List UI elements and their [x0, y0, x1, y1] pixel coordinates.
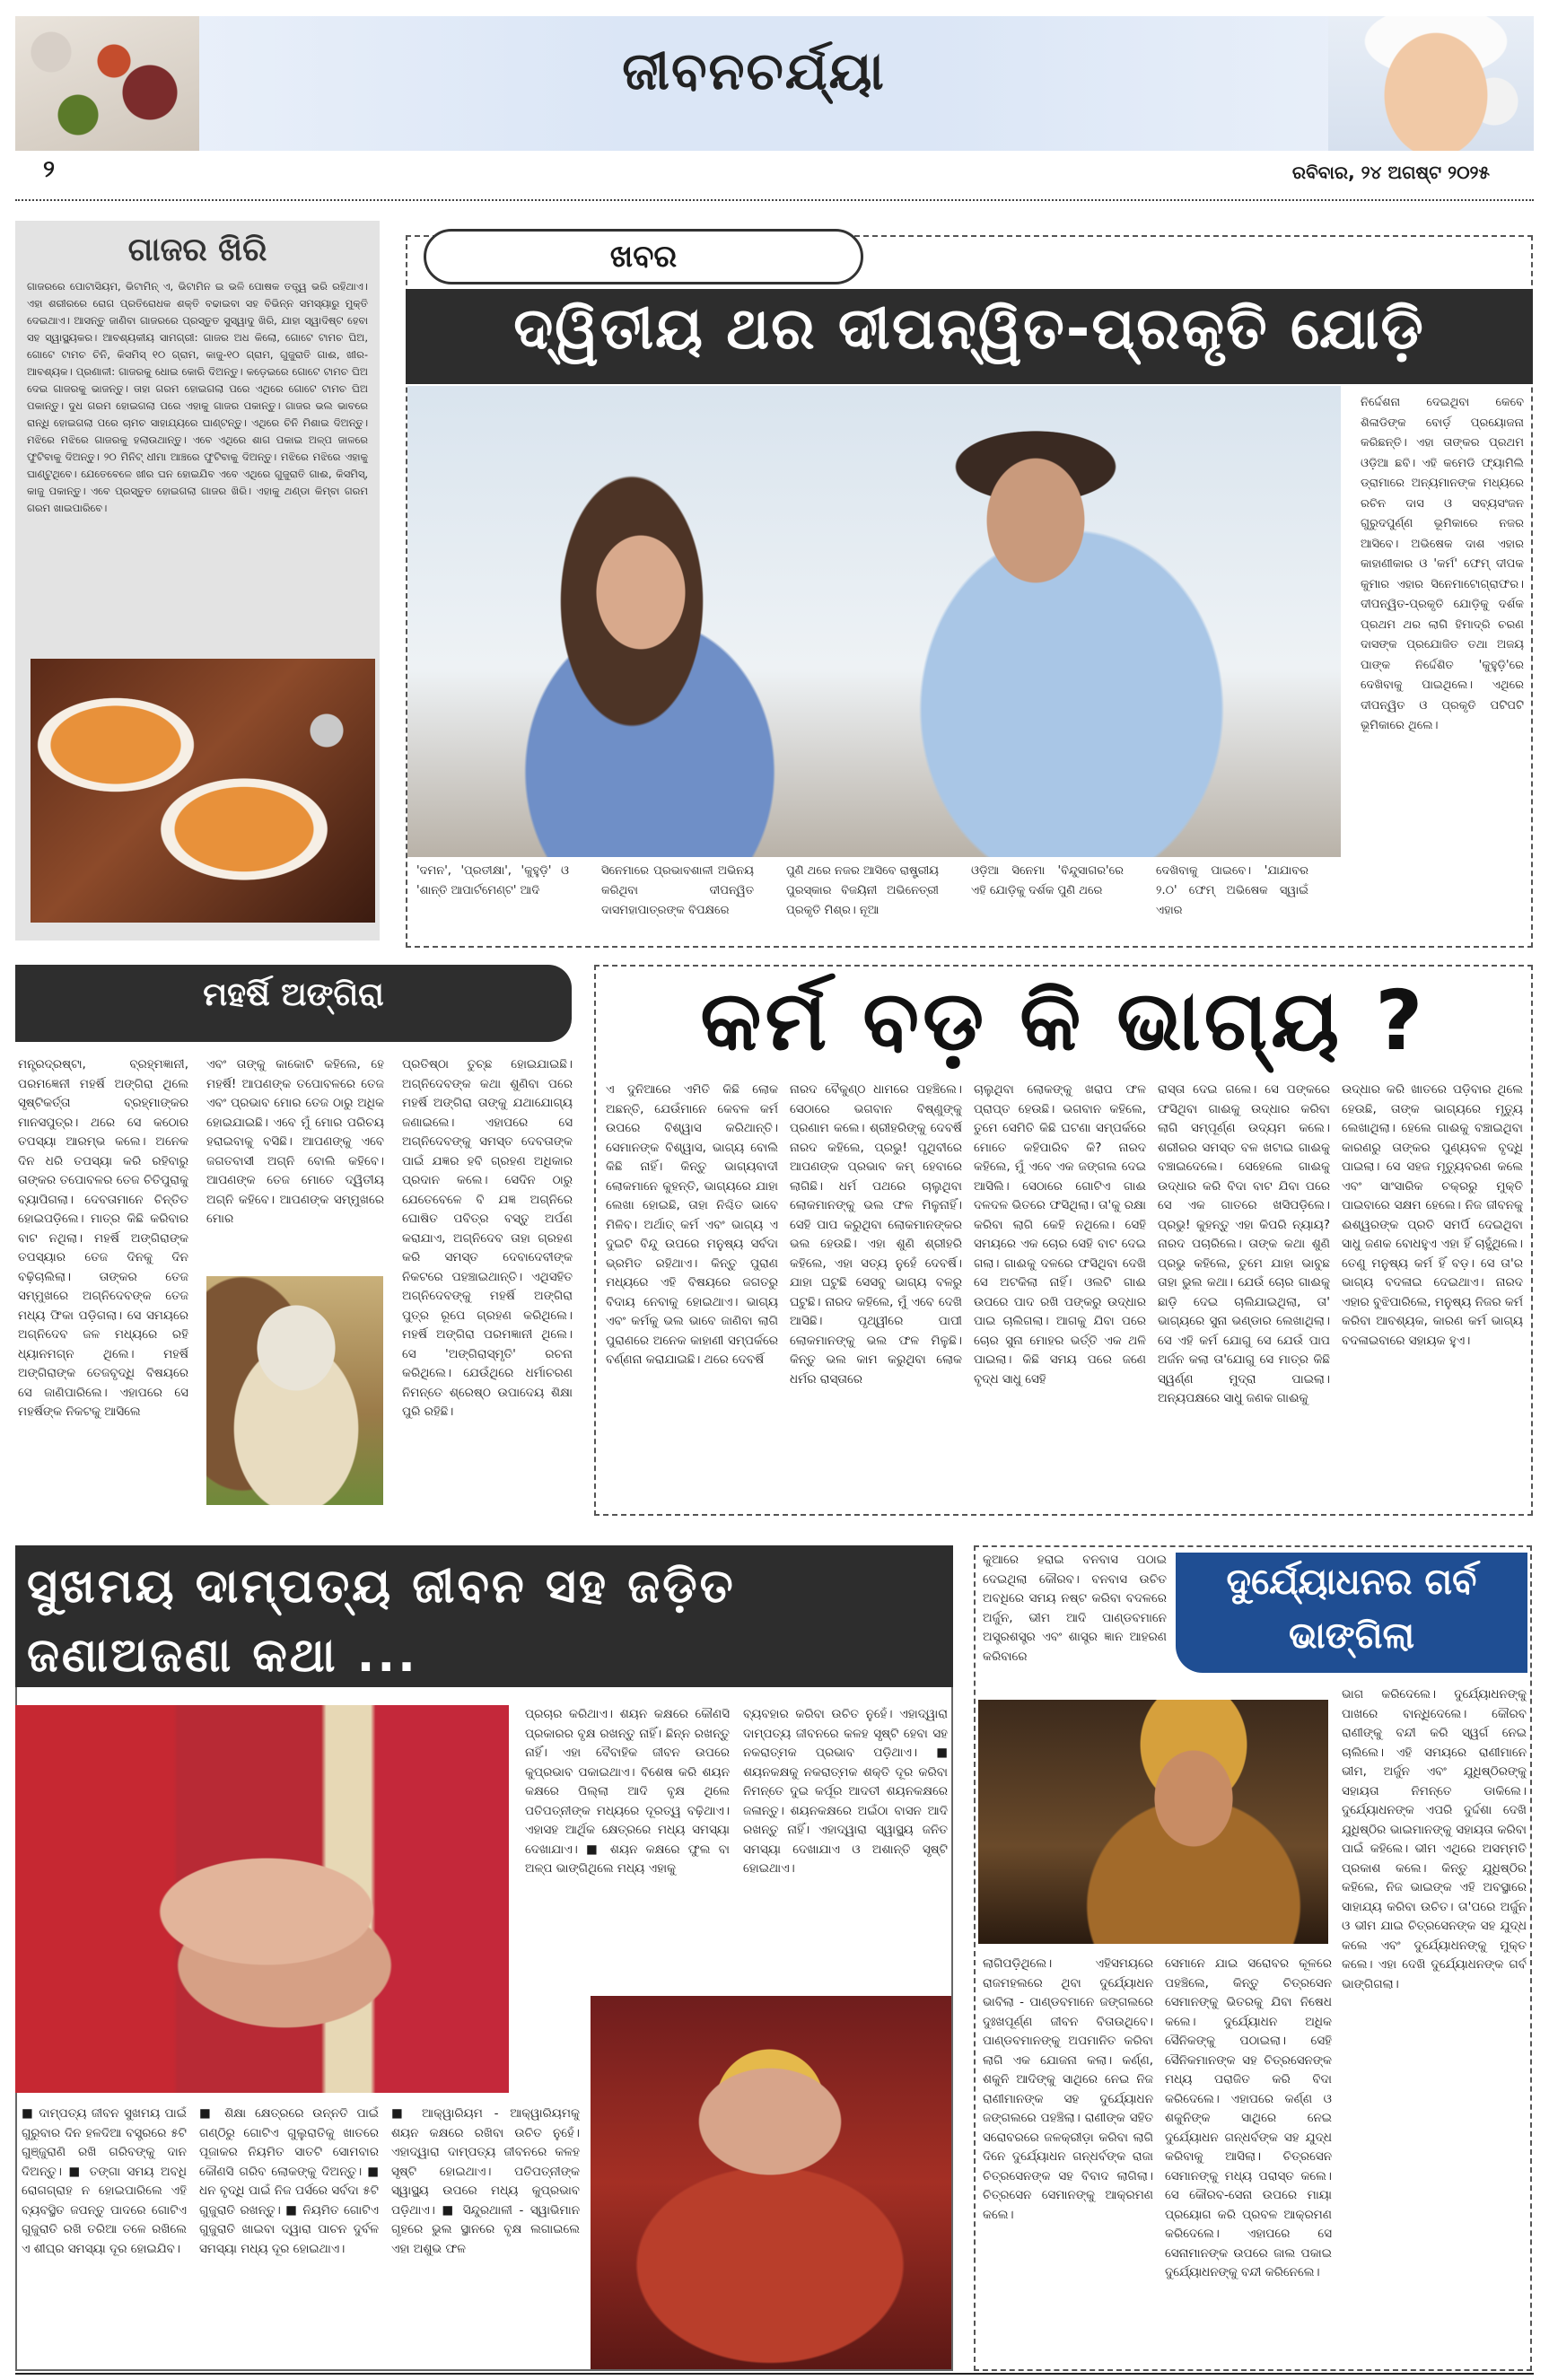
sage-column: ମନ୍ତ୍ରଦ୍ରଷ୍ଟା, ବ୍ରହ୍ମଜ୍ଞାନୀ, ପରମଜ୍ଞେନୀ ମହର୍ଷି ଅଙ୍ଗିରା ଥିଲେ ସୃଷ୍ଟିକର୍ତ୍ତା ବ୍ରହ୍ମାଙ୍କର ମାନସପୁତ୍ର। ଥରେ ସେ କଠୋର ତପସ୍ୟା ଆରମ୍ଭ କଲେ। ଅନେକ ଦିନ ଧରି ତପସ୍ୟା କରି ରହିବାରୁ ତାଙ୍କର ତପୋବଳର ତେଜ ଚିତିପୁରାକୁ ବ୍ୟାପିଗଲା। ଦେବତାମାନେ ଚିନ୍ତିତ ହୋଇପଡ଼ିଲେ। ମାତ୍ର କିଛି କରିବାର ବାଟ ନଥିଲା। ମହର୍ଷି ଅଙ୍ଗିରାଙ୍କ ତପସ୍ୟାର ତେଜ ଦିନକୁ ଦିନ ବଢ଼ିଚାଲିଲା। ତାଙ୍କର ତେଜ ସମ୍ମୁଖରେ ଅଗ୍ନିଦେବଙ୍କ ତେଜ ମଧ୍ୟ ଫିକା ପଡ଼ିଗଲା। ସେ ସମୟରେ ଅଗ୍ନିଦେବ ଜଳ ମଧ୍ୟରେ ରହି ଧ୍ୟାନମଗ୍ନ ଥିଲେ। ମହର୍ଷି ଅଙ୍ଗିରାଙ୍କ ତେଜବୃଦ୍ଧି ବିଷୟରେ ସେ ଜାଣିପାରିଲେ। ଏହାପରେ ସେ ମହର୍ଷିଙ୍କ ନିକଟକୁ ଆସିଲେ — [18, 1057, 188, 1419]
recipe-title: ଗାଜର ଖିରି — [127, 232, 267, 268]
sage-angira-illustration — [206, 1276, 383, 1505]
news-bottom-column: ପୁଣି ଥରେ ନଜର ଆସିବେ ରାଷ୍ଟ୍ରୀୟ ପୁରସ୍କାର ବିଜୟିନୀ ଅଭିନେତ୍ରୀ ପ୍ରକୃତି ମିଶ୍ର। ନୂଆ — [786, 864, 939, 917]
header-divider — [15, 199, 1534, 201]
news-bottom-column: 'ଦମନ', 'ପ୍ରତୀକ୍ଷା', 'କୁହୁଡ଼ି' ଓ 'ଶାନ୍ତି ଆପାର୍ଟମେଣ୍ଟ' ଆଦି — [416, 864, 569, 897]
karma-column: ନାରଦ ବୈକୁଣ୍ଠ ଧାମରେ ପହଞ୍ଚିଲେ। ସେଠାରେ ଭଗବାନ ବିଷ୍ଣୁଙ୍କୁ ପ୍ରଣାମ କଲେ। ଶ୍ରୀହରିଙ୍କୁ ଦେବର୍ଷି ନାରଦ କହିଲେ, ପ୍ରଭୁ! ପୃଥିବୀରେ ଆପଣଙ୍କ ପ୍ରଭାବ କମ୍ ହେବାରେ ଲାଗିଛି। ଧର୍ମ ପଥରେ ଚାଲୁଥିବା ଲୋକମାନଙ୍କୁ ଭଲ ଫଳ ମିଳୁନାହିଁ। ସେହି ପାପ କରୁଥିବା ଲୋକମାନଙ୍କର ଭଲ ହେଉଛି। ଏହା ଶୁଣି ଶ୍ରୀହରି କହିଲେ, ଏହା ସତ୍ୟ ନୁହେଁ ଦେବର୍ଷି। ଯାହା ଘଟୁଛି ସେସବୁ ଭାଗ୍ୟ ବଳରୁ ଘଟୁଛି। ନାରଦ କହିଲେ, ମୁଁ ଏବେ ଦେଖି ଆସିଛି। ପୃଥ୍ୱୀରେ ପାପୀ ଲୋକମାନଙ୍କୁ ଭଲ ଫଳ ମିଳୁଛି। କିନ୍ତୁ ଭଲ କାମ କରୁଥିବା ଲୋକ ଧର୍ମର ରାସ୍ତାରେ — [790, 1082, 962, 1387]
wedding-hands-photo — [15, 1705, 509, 2093]
marriage-column: ■ ଆକ୍ୱାରିୟମ - ଆକ୍ୱାରିୟମକୁ ଶୟନ କକ୍ଷରେ ରଖିବା ଉଚିତ ନୁହେଁ। ଏହାଦ୍ୱାରା ଦାମ୍ପତ୍ୟ ଜୀବନରେ କଳହ ସୃଷ୍ଟି ହୋଇଥାଏ। ପତିପତ୍ନୀଙ୍କ ସ୍ୱାସ୍ଥ୍ୟ ଉପରେ ମଧ୍ୟ କୁପ୍ରଭାବ ପଡ଼ିଥାଏ। ■ ସିନ୍ଦୁରଥାଳୀ - ସ୍ୱାଭିମାନ ଗୃହରେ ଭୁଲ ସ୍ଥାନରେ ବୃକ୍ଷ ଲଗାଇଲେ ଏହା ଅଶୁଭ ଫଳ — [391, 2106, 580, 2256]
karma-column: ଉଦ୍ଧାର କରି ଖାତରେ ପଡ଼ିବାର ଥିଲେ ହେଉଛି, ତାଙ୍କ ଭାଗ୍ୟରେ ମୃତ୍ୟୁ ଲେଖାଥିଲା। ହେଲେ ଗାଈକୁ ବଞ୍ଚାଇଥିବା କାରଣରୁ ତାଙ୍କର ପୁଣ୍ୟବଳ ବୃଦ୍ଧି ପାଇଲା। ସେ ସହଜ ମୃତ୍ୟୁବରଣ କଲେ ଏବଂ ସାଂସାରିକ ଚକ୍ରରୁ ମୁକ୍ତି ପାଇବାରେ ସକ୍ଷମ ହେଲେ। ନିଜ ଜୀବନକୁ ଈଶ୍ୱରଙ୍କ ପ୍ରତି ସମର୍ପି ଦେଇଥିବା ସାଧୁ ଜଣକ ବୋଧହୁଏ ଏହା ହିଁ ଚାହୁଁଥିଲେ। ତେଣୁ ମନୁଷ୍ୟ କର୍ମ ହିଁ ବଡ଼। ସେ ତା'ର ଭାଗ୍ୟ ବଦଳାଇ ଦେଇଥାଏ। ନାରଦ ଏହାର ବୁଝିପାରିଲେ, ମନୁଷ୍ୟ ନିଜର କର୍ମ କରିବା ଆବଶ୍ୟକ, କାରଣ କର୍ମ ଭାଗ୍ୟ ବଦଳାଇବାରେ ସହାୟକ ହୁଏ। — [1342, 1082, 1523, 1348]
section-title: ଜୀବନଚର୍ଯ୍ୟା — [622, 40, 886, 101]
page-number: ୨ — [43, 156, 55, 183]
marriage-column: ■ ଦାମ୍ପତ୍ୟ ଜୀବନ ସୁଖମୟ ପାଇଁ ଗୁରୁବାର ଦିନ ହଳଦିଆ ବସ୍ତ୍ରରେ ୫ଟି ଗୁଞ୍ଜୁରାଣି ରଖି ଗରିବଙ୍କୁ ଦାନ ଦିଅନ୍ତୁ। ■ ତଙ୍ଗା ସମୟ ଅବଧି ରୋଗଗ୍ରାହ ନ ହୋଇପାରିଲେ ଏହି ବ୍ୟବସ୍ଥିତ ଜପନ୍ତୁ ପାଦରେ ଗୋଟିଏ ଗୁଜୁରାତି ରଖି ତରିଆ ତଳେ ରଖିଲେ ଏ ଶୀଘ୍ର ସମସ୍ୟା ଦୂର ହୋଇଯିବ। — [22, 2106, 187, 2256]
skincare-model-photo — [1328, 16, 1534, 151]
marriage-column: ପ୍ରଚାର କରିଥାଏ। ଶୟନ କକ୍ଷରେ କୌଣସି ପ୍ରକାରର ବୃକ୍ଷ ରଖନ୍ତୁ ନାହିଁ। ଛିନ୍ନ ରଖନ୍ତୁ ନାହିଁ। ଏହା ବୈବାହିକ ଜୀବନ ଉପରେ କୁପ୍ରଭାବ ପକାଇଥାଏ। ବିଶେଷ କରି ଶୟନ କକ୍ଷରେ ପିଲ୍ଲା ଆଦି ବୃକ୍ଷ ଥିଲେ ପତିପତ୍ନୀଙ୍କ ମଧ୍ୟରେ ଦୂରତ୍ୱ ବଢ଼ିଥାଏ। ଏହାସହ ଆର୍ଥିକ କ୍ଷେତ୍ରରେ ମଧ୍ୟ ସମସ୍ୟା ଦେଖାଯାଏ। ■ ଶୟନ କକ୍ଷରେ ଫୁଲ ବା ଅଳ୍ପ ଭାଙ୍ଗିଥିଲେ ମଧ୍ୟ ଏହାକୁ — [525, 1707, 730, 1876]
bride-photo — [591, 1996, 951, 2369]
news-side-column: ନିର୍ଦ୍ଦେଶନା ଦେଇଥିବା କେବେ ଶିଳାଡିଙ୍କ ବୋର୍ଡ଼ ପ୍ରୟୋଜନା କରିଛନ୍ତି। ଏହା ତାଙ୍କର ପ୍ରଥମ ଓଡ଼ିଆ ଛବି। ଏହି କମେଡି ଫ୍ୟାମିଲି ଡ୍ରାମାରେ ଅନ୍ୟମାନଙ୍କ ମଧ୍ୟରେ ରଚିନ ଦାସ ଓ ସବ୍ୟସଂଜନ ଗୁରୁଦପୁର୍ଣ୍ଣ ଭୂମିକାରେ ନଜର ଆସିବେ। ଅଭିଷେକ ଦାଶ ଏହାର କାହାଣୀକାର ଓ 'କର୍ମ' ଫେମ୍ ଦୀପକ କୁମାର ଏହାର ସିନେମାଟୋଗ୍ରାଫର। ଦୀପନ୍ୱିତ-ପ୍ରକୃତି ଯୋଡ଼ିକୁ ଦର୍ଶକ ପ୍ରଥମ ଥର ଲାଗି ହିମାଦ୍ରି ଚରଣ ଦାସଙ୍କ ପ୍ରଯୋଜିତ ତଥା ଅଜୟ ପାଙ୍କ ନିର୍ଦ୍ଦେଶିତ 'କୁହୁଡ଼ି'ରେ ଦେଖିବାକୁ ପାଇଥିଲେ। ଏଥିରେ ଦୀପନ୍ୱିତ ଓ ପ୍ରକୃତି ପଟିପଟି ଭୂମିକାରେ ଥିଲେ। — [1361, 396, 1524, 732]
carrot-kheer-photo — [31, 659, 375, 923]
news-headline: ଦ୍ୱିତୀୟ ଥର ଦୀପନ୍ୱିତ-ପ୍ରକୃତି ଯୋଡ଼ି — [513, 296, 1425, 363]
news-bottom-column: ଦେଖିବାକୁ ପାଇବେ। 'ଯାଯାବର ୨.୦' ଫେମ୍ ଅଭିଷେକ ସ୍ୱାଇଁ ଏହାର — [1156, 864, 1308, 917]
news-bottom-column: ସିନେମାରେ ପ୍ରଭାବଶାଳୀ ଅଭିନୟ କରିଥିବା ଦୀପନ୍ୱିତ ଦାସମହାପାତ୍ରଙ୍କ ବିପକ୍ଷରେ — [601, 864, 754, 917]
marriage-headline-line1: ସୁଖମୟ ଦାମ୍ପତ୍ୟ ଜୀବନ ସହ ଜଡ଼ିତ — [27, 1560, 736, 1614]
duryodhana-column: ସେମାନେ ଯାଇ ସରୋବର କୂଳରେ ପହଞ୍ଚିଲେ, କିନ୍ତୁ ଚିତ୍ରସେନ ସେମାନଙ୍କୁ ଭିତରକୁ ଯିବା ନିଷେଧ କଲେ। ଦୁର୍ଯ୍ୟୋଧନ ଅଧିକ ସୈନିକଙ୍କୁ ପଠାଇଲା। ସେହି ସୈନିକମାନଙ୍କ ସହ ଚିତ୍ରସେନଙ୍କ ମଧ୍ୟ ପରାଜିତ କରି ବିଦା କରିଦେଲେ। ଏହାପରେ କର୍ଣ୍ଣ ଓ ଶକୁନିଙ୍କ ସାଥିରେ ନେଇ ଦୁର୍ଯ୍ୟୋଧନ ଗନ୍ଧର୍ବଙ୍କ ସହ ଯୁଦ୍ଧ କରିବାକୁ ଆସିଲା। ଚିତ୍ରସେନ ସେମାନଙ୍କୁ ମଧ୍ୟ ପରାସ୍ତ କଲେ। ସେ କୌରବ-ସେନା ଉପରେ ମାୟା ପ୍ରୟୋଗ କରି ପ୍ରବଳ ଆକ୍ରମଣ କରିଦେଲେ। ଏହାପରେ ସେ ସେନାମାନଙ୍କ ଉପରେ ଜାଲ ପକାଇ ଦୁର୍ଯ୍ୟୋଧନଙ୍କୁ ବନ୍ଦୀ କରିନେଲେ। — [1165, 1956, 1332, 2279]
duryodhana-title-line2: ଭାଙ୍ଗିଲା — [1289, 1615, 1414, 1657]
sage-title: ମହର୍ଷି ଅଙ୍ଗିରା — [203, 976, 384, 1013]
duryodhana-intro: କୁଆରେ ହରାଇ ବନବାସ ପଠାଇ ଦେଇଥିଲା କୌରବ। ବନବାସ ଉଚିତ ଅବଧିରେ ସମୟ ନଷ୍ଟ କରିବା ବଦଳରେ ଅର୍ଜୁନ, ଭୀମ ଆଦି ପାଣ୍ଡବମାନେ ଅସ୍ତ୍ରଶସ୍ତ୍ର ଏବଂ ଶାସ୍ତ୍ର ଜ୍ଞାନ ଆହରଣ କରିବାରେ — [983, 1553, 1167, 1664]
marriage-column: ■ ଶିକ୍ଷା କ୍ଷେତ୍ରରେ ଉନ୍ନତି ପାଇଁ ଗଣ୍ଠିରୁ ଗୋଟିଏ ଗୁଲୁରାତିକୁ ଖାତରେ ପୂଜାକର ନିୟମିତ ସାତଟି ସୋମବାର କୌଣସି ଗରିବ ଲୋକଙ୍କୁ ଦିଅନ୍ତୁ। ■ ଧନ ବୃଦ୍ଧି ପାଇଁ ନିଜ ପର୍ସରେ ସର୍ବଦା ୫ଟି ଗୁଜୁରାତି ରଖନ୍ତୁ। ■ ନିୟମିତ ଗୋଟିଏ ଗୁଜୁରାତି ଖାଇବା ଦ୍ୱାରା ପାଚନ ଦୁର୍ବଳ ସମସ୍ୟା ମଧ୍ୟ ଦୂର ହୋଇଥାଏ। — [199, 2106, 379, 2256]
dateline: ରବିବାର, ୨୪ ଅଗଷ୍ଟ ୨୦୨୫ — [1291, 162, 1490, 183]
duryodhana-still-photo — [978, 1700, 1328, 1944]
duryodhana-side-column: ଭାଗ କରିଦେଲେ। ଦୁର୍ଯ୍ୟୋଧନଙ୍କୁ ପାଖରେ ବାନ୍ଧିଦେଲେ। କୌରବ ରାଣୀଙ୍କୁ ବନ୍ଦୀ କରି ସ୍ୱର୍ଗ ନେଇ ଚାଲିଲେ। ଏହି ସମୟରେ ରାଣୀମାନେ ଭୀମ, ଅର୍ଜୁନ ଏବଂ ଯୁଧିଷ୍ଠିରଙ୍କୁ ସହାୟତା ନିମନ୍ତେ ଡାକିଲେ। ଦୁର୍ଯ୍ୟୋଧନଙ୍କ ଏପରି ଦୁର୍ଦ୍ଦଶା ଦେଖି ଯୁଧିଷ୍ଠିର ଭାଇମାନଙ୍କୁ ସହାୟତା କରିବା ପାଇଁ କହିଲେ। ଭୀମ ଏଥିରେ ଅସମ୍ମତି ପ୍ରକାଶ କଲେ। କିନ୍ତୁ ଯୁଧିଷ୍ଠିର କହିଲେ, ନିଜ ଭାଇଙ୍କ ଏହି ଅବସ୍ଥାରେ ସାହାଯ୍ୟ କରିବା ଉଚିତ। ତା'ପରେ ଅର୍ଜୁନ ଓ ଭୀମ ଯାଇ ଚିତ୍ରସେନଙ୍କ ସହ ଯୁଦ୍ଧ କଲେ ଏବଂ ଦୁର୍ଯ୍ୟୋଧନଙ୍କୁ ମୁକ୍ତ କଲେ। ଏହା ଦେଖି ଦୁର୍ଯ୍ୟୋଧନଙ୍କ ଗର୍ବ ଭାଙ୍ଗିଗଲା। — [1342, 1687, 1527, 1991]
marriage-headline-line2: ଜଣାଅଜଣା କଥା ... — [27, 1629, 418, 1683]
actors-still-photo — [407, 386, 1341, 857]
karma-column: ଚାଲୁଥିବା ଲୋକଙ୍କୁ ଖରାପ ଫଳ ପ୍ରାପ୍ତ ହେଉଛି। ଭଗବାନ କହିଲେ, ତୁମେ ସେମିତି କିଛି ଘଟଣା ସମ୍ପର୍କରେ ମୋତେ କହିପାରିବ କି? ନାରଦ କହିଲେ, ମୁଁ ଏବେ ଏକ ଜଙ୍ଗଲ ଦେଇ ଆସିଲି। ସେଠାରେ ଗୋଟିଏ ଗାଈ ଦଳଦଳ ଭିତରେ ଫସିଥିଲା। ତା'କୁ ରକ୍ଷା କରିବା ଲାଗି କେହି ନଥିଲେ। ସେହି ସମୟରେ ଏକ ଚୋର ସେହି ବାଟ ଦେଇ ଗଲା। ଗାଈକୁ ଦଳରେ ଫସିଥିବା ଦେଖି ସେ ଅଟକିଲା ନାହିଁ। ଓଲଟି ଗାଈ ଉପରେ ପାଦ ରଖି ପଙ୍କରୁ ଉଦ୍ଧାର ପାଇ ଚାଲିଗଲା। ଆଗକୁ ଯିବା ପରେ ଚୋର ସୁନା ମୋହର ଭର୍ତ୍ତି ଏକ ଥଳି ପାଇଲା। କିଛି ସମୟ ପରେ ଜଣେ ବୃଦ୍ଧ ସାଧୁ ସେହି — [974, 1082, 1146, 1387]
duryodhana-column: ଲାଗିପଡ଼ିଥିଲେ। ଏହିସମୟରେ ରାଜମହଲରେ ଥିବା ଦୁର୍ଯ୍ୟୋଧନ ଭାବିଲା - ପାଣ୍ଡବମାନେ ଜଙ୍ଗଲରେ ଦୁଃଖପୂର୍ଣ୍ଣ ଜୀବନ ବିତାଉଥିବେ। ପାଣ୍ଡବମାନଙ୍କୁ ଅପମାନିତ କରିବା ଲାଗି ଏକ ଯୋଜନା କଲା। କର୍ଣ୍ଣ, ଶକୁନି ଆଦିଙ୍କୁ ସାଥିରେ ନେଇ ନିଜ ରାଣୀମାନଙ୍କ ସହ ଦୁର୍ଯ୍ୟୋଧନ ଜଙ୍ଗଲରେ ପହଞ୍ଚିଲା। ରାଣୀଙ୍କ ସହିତ ସରୋବରରେ ଜଳକ୍ରୀଡ଼ା କରିବା ଲାଗି ଦିନେ ଦୁର୍ଯ୍ୟୋଧନ ଗନ୍ଧର୍ବଙ୍କ ରାଜା ଚିତ୍ରସେନଙ୍କ ସହ ବିବାଦ ଲାଗିଲା। ଚିତ୍ରସେନ ସେମାନଙ୍କୁ ଆକ୍ରମଣ କଲେ। — [983, 1956, 1153, 2222]
marriage-column: ବ୍ୟବହାର କରିବା ଉଚିତ ନୁହେଁ। ଏହାଦ୍ୱାରା ଦାମ୍ପତ୍ୟ ଜୀବନରେ କଳହ ସୃଷ୍ଟି ହେବା ସହ ନକରାତ୍ମକ ପ୍ରଭାବ ପଡ଼ିଥାଏ। ■ ଶୟନକକ୍ଷକୁ ନକରାତ୍ମକ ଶକ୍ତି ଦୂର କରିବା ନିମନ୍ତେ ଦୁଇ କର୍ପୂର ଆଦତୀ ଶୟନକକ୍ଷରେ ଜଳାନ୍ତୁ। ଶୟନକକ୍ଷରେ ଅଇଁଠା ବାସନ ଆଦି ରଖନ୍ତୁ ନାହିଁ। ଏହାଦ୍ୱାରା ସ୍ୱାସ୍ଥ୍ୟ ଜନିତ ସମସ୍ୟା ଦେଖାଯାଏ ଓ ଅଶାନ୍ତି ସୃଷ୍ଟି ହୋଇଥାଏ। — [743, 1707, 948, 1876]
news-tag-label: ଖବର — [609, 239, 678, 275]
sage-column: ଏବଂ ତାଙ୍କୁ କାକୋଟି କହିଲେ, ହେ ମହର୍ଷି! ଆପଣଙ୍କ ତପୋବଳରେ ତେଜ ଏବଂ ପ୍ରଭାବ ମୋର ତେଜ ଠାରୁ ଅଧିକ ହୋଇଯାଇଛି। ଏବେ ମୁଁ ମୋର ପରିଚୟ ହରାଇବାକୁ ବସିଛି। ଆପଣଙ୍କୁ ଏବେ ଜଗତବାସୀ ଅଗ୍ନି ବୋଲି କହିବେ। ଆପଣଙ୍କ ତେଜ ମୋତେ ଦ୍ୱିତୀୟ ଅଗ୍ନି କହିବେ। ଆପଣଙ୍କ ସମ୍ମୁଖରେ ମୋର — [206, 1057, 384, 1226]
sage-column: ପ୍ରତିଷ୍ଠା ତୁଚ୍ଛ ହୋଇଯାଇଛି। ଅଗ୍ନିଦେବଙ୍କ କଥା ଶୁଣିବା ପରେ ମହର୍ଷି ଅଙ୍ଗିରା ତାଙ୍କୁ ଯଥାଯୋଗ୍ୟ ଜଣାଇଲେ। ଏହାପରେ ସେ ଅଗ୍ନିଦେବଙ୍କୁ ସମସ୍ତ ଦେବତାଙ୍କ ପାଇଁ ଯଜ୍ଞର ହବି ଗ୍ରହଣ ଅଧିକାର ପ୍ରଦାନ କଲେ। ସେଦିନ ଠାରୁ ଯେତେବେଳେ ବି ଯଜ୍ଞ ଅଗ୍ନିରେ ଘୋଷିତ ପବିତ୍ର ବସ୍ତୁ ଅର୍ପଣ କରାଯାଏ, ଅଗ୍ନିଦେବ ତାହା ଗ୍ରହଣ କରି ସମସ୍ତ ଦେବାଦେବୀଙ୍କ ନିକଟରେ ପହଞ୍ଚାଇଥାନ୍ତି। ଏଥିସହିତ ଅଗ୍ନିଦେବଙ୍କୁ ମହର୍ଷି ଅଙ୍ଗିରା ପୁତ୍ର ରୂପେ ଗ୍ରହଣ କରିଥିଲେ। ମହର୍ଷି ଅଙ୍ଗିରା ପରମଜ୍ଞାନୀ ଥିଲେ। ସେ 'ଅଙ୍ଗିରାସ୍ମୃତି' ରଚନା କରିଥିଲେ। ଯେଉଁଥିରେ ଧର୍ମାଚରଣ ନିମନ୍ତେ ଶ୍ରେଷ୍ଠ ଉପାଦେୟ ଶିକ୍ଷା ପୁରି ରହିଛି। — [402, 1057, 573, 1419]
recipe-body: ଗାଜରରେ ପୋଟାସିୟମ, ଭିଟାମିନ୍ ଏ, ଭିଟାମିନ ଇ ଭଳି ପୋଷକ ତତ୍ତ୍ୱ ଭରି ରହିଥାଏ। ଏହା ଶରୀରରେ ରୋଗ ପ୍ରତିରୋଧକ ଶକ୍ତି ବଢାଇବା ସହ ବିଭିନ୍ନ ସମସ୍ୟାରୁ ମୁକ୍ତି ଦେଇଥାଏ। ଆସନ୍ତୁ ଜାଣିବା ଗାଜରରେ ପ୍ରସ୍ତୁତ ସୁସ୍ୱାଦୁ ଖିରି, ଯାହା ସ୍ୱାଦିଷ୍ଟ ହେବା ସହ ସ୍ୱାସ୍ଥ୍ୟକର। ଆବଶ୍ୟକୀୟ ସାମଗ୍ରୀ: ଗାଜର ଅଧ କିଲୋ, ଗୋଟେ ଟାମଚ ଘିଅ, ଗୋଟେ ଟାମଚ ଚିନି, କିସମିସ୍ ୧୦ ଗ୍ରାମ, କାଜୁ-୧୦ ଗ୍ରାମ, ଗୁଜୁରାତି ଗାଈ, ଖୀର-ଆବଶ୍ୟକ। ପ୍ରଣାଳୀ: ଗାଜରକୁ ଧୋଇ କୋରି ଦିଅନ୍ତୁ। କଡ଼େଇରେ ଗୋଟେ ଟାମଚ ଘିଅ ଦେଇ ଗାଜରକୁ ଭାଜନ୍ତୁ। ତାହା ଗରମ ହୋଇଗଲା ପରେ ଏଥିରେ ଗୋଟେ ଟାମଚ ଘିଅ ପକାନ୍ତୁ। ଦୁଧ ଗରମ ହୋଇଗଲା ପରେ ଏହାକୁ ଗାଜର ପକାନ୍ତୁ। ଗାଜର ଭଲ ଭାବରେ ରାନ୍ଧି ହୋଇଗଲା ପରେ ଚାମଚ ସାହାଯ୍ୟରେ ଘାଣ୍ଟନ୍ତୁ। ଏଥିରେ ଚିନି ମିଶାଇ ଦିଅନ୍ତୁ। ମଝିରେ ମଝିରେ ଗାଜରକୁ ହଲାଉଥାନ୍ତୁ। ଏବେ ଏଥିରେ ଶାଗ ପକାଇ ଅଳ୍ପ ଜାଳରେ ଫୁଟିବାକୁ ଦିଅନ୍ତୁ। ୨୦ ମିନିଟ୍ ଧୀମା ଆଞ୍ଚରେ ଫୁଟିବାକୁ ଦିଅନ୍ତୁ। ମଝିରେ ମଝିରେ ଏହାକୁ ଘାଣ୍ଟୁଥିବେ। ଯେତେବେଳେ ଖୀର ଘନ ହୋଇଯିବ ଏବେ ଏଥିରେ ଗୁଜୁରାତି ଗାଈ, କିସମିସ୍, କାଜୁ ପକାନ୍ତୁ। ଏବେ ପ୍ରସ୍ତୁତ ହୋଇଗଲା ଗାଜର ଖିରି। ଏହାକୁ ଥଣ୍ଡା କିମ୍ବା ଗରମ ଗରମ ଖାଇପାରିବେ। — [27, 280, 368, 514]
news-bottom-column: ଓଡ଼ିଆ ସିନେମା 'ବିନ୍ଦୁସାଗର'ରେ ଏହି ଯୋଡ଼ିକୁ ଦର୍ଶକ ପୁଣି ଥରେ — [971, 864, 1124, 897]
karma-column: ରାସ୍ତା ଦେଇ ଗଲେ। ସେ ପଙ୍କରେ ଫସିଥିବା ଗାଈକୁ ଉଦ୍ଧାର କରିବା ଲାଗି ସମ୍ପୂର୍ଣ୍ଣ ଉଦ୍ୟମ କଲେ। ଶରୀରର ସମସ୍ତ ବଳ ଖଟାଇ ଗାଈକୁ ବଞ୍ଚାଇଦେଲେ। ସେହେଲେ ଗାଈକୁ ଉଦ୍ଧାର କରି ବିଦା ବାଟ ଯିବା ପରେ ସେ ଏକ ଗାତରେ ଖସିପଡ଼ିଲେ। ପ୍ରଭୁ! କୁହନ୍ତୁ ଏହା କିପରି ନ୍ୟାୟ? ନାରଦ ପଚାରିଲେ। ତାଙ୍କ କଥା ଶୁଣି ପ୍ରଭୁ କହିଲେ, ତୁମେ ଯାହା ଭାବୁଛ ତାହା ଭୁଲ କଥା। ଯେଉଁ ଚୋର ଗାଈକୁ ଛାଡ଼ି ଦେଇ ଚାଲିଯାଇଥିଲା, ତା' ଭାଗ୍ୟରେ ସୁନା ଭଣ୍ଡାର ଲେଖାଥିଲା। ସେ ଏହି କର୍ମ ଯୋଗୁ ସେ ଯେଉଁ ପାପ ଅର୍ଜନ କଲା ତା'ଯୋଗୁ ସେ ମାତ୍ର କିଛି ସ୍ୱର୍ଣ୍ଣ ମୁଦ୍ରା ପାଇଲା। ଅନ୍ୟପକ୍ଷରେ ସାଧୁ ଜଣକ ଗାଈକୁ — [1158, 1082, 1330, 1405]
duryodhana-title-line1: ଦୁର୍ଯ୍ୟୋଧନର ଗର୍ବ — [1226, 1562, 1477, 1603]
footer-rule — [15, 2373, 1534, 2375]
news-tag — [424, 229, 863, 284]
karma-headline: କର୍ମ ବଡ଼ କି ଭାଗ୍ୟ ? — [700, 973, 1427, 1069]
karma-column: ଏ ଦୁନିଆରେ ଏମିତି କିଛି ଲୋକ ଅଛନ୍ତି, ଯେଉଁମାନେ କେବଳ କର୍ମ ଉପରେ ବିଶ୍ୱାସ କରିଥାନ୍ତି। ସେମାନଙ୍କ ବିଶ୍ୱାସ, ଭାଗ୍ୟ ବୋଲି କିଛି ନାହିଁ। କିନ୍ତୁ ଭାଗ୍ୟବାଦୀ ଲୋକମାନେ କୁହନ୍ତି, ଭାଗ୍ୟରେ ଯାହା ଲେଖା ହୋଇଛି, ତାହା ନିଶ୍ଚିତ ଭାବେ ମିଳିବ। ଅର୍ଥାତ୍ କର୍ମ ଏବଂ ଭାଗ୍ୟ ଏ ଦୁଇଟି ବିନ୍ଦୁ ଉପରେ ମନୁଷ୍ୟ ସର୍ବଦା ଭ୍ରମିତ ରହିଥାଏ। କିନ୍ତୁ ପୁରାଣ ମଧ୍ୟରେ ଏହି ବିଷୟରେ ଜଗତରୁ ବିଦାୟ ନେବାକୁ ହୋଇଥାଏ। ଭାଗ୍ୟ ଏବଂ କର୍ମକୁ ଭଲ ଭାବେ ଜାଣିବା ଲାଗି ପୁରାଣରେ ଅନେକ କାହାଣୀ ସମ୍ପର୍କରେ ବର୍ଣ୍ଣନା କରାଯାଇଛି। ଥରେ ଦେବର୍ଷି — [606, 1082, 778, 1367]
healthy-food-photo — [15, 16, 199, 151]
